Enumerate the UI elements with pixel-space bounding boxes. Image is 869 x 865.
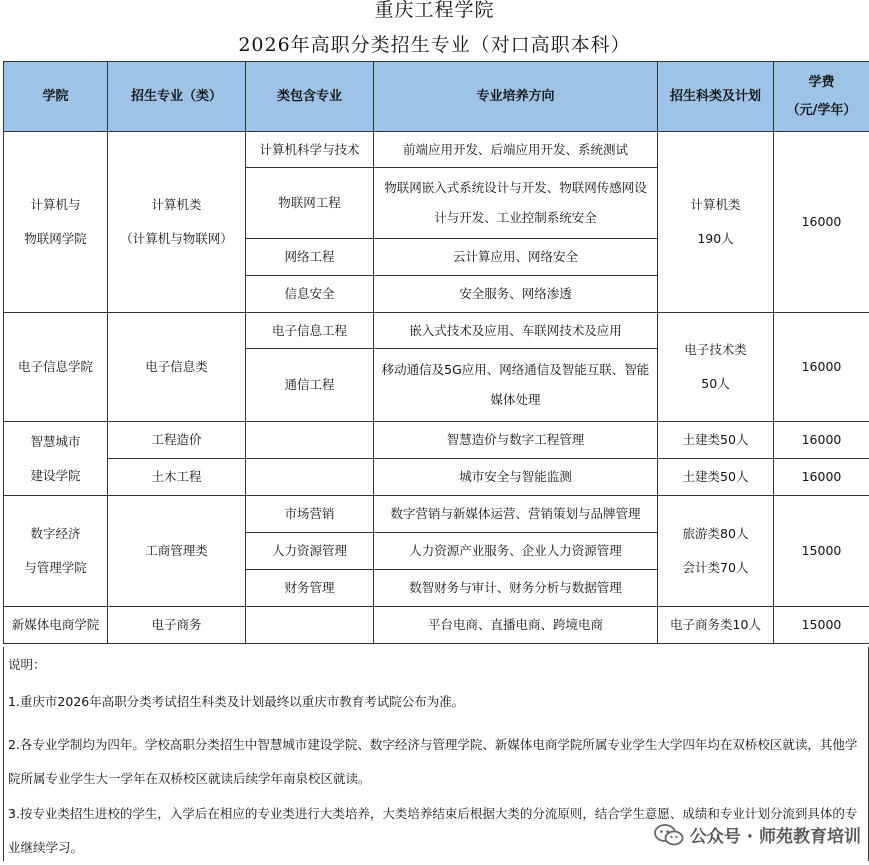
watermark	[654, 822, 861, 847]
plan-cell: 电子商务类10人	[658, 607, 774, 644]
watermark-text: 公众号 · 师苑教育培训	[690, 822, 861, 847]
sub-major-cell: 网络工程	[246, 239, 374, 276]
plan-cell: 土建类50人	[658, 459, 774, 496]
note-item-2: 2.各专业学制均为四年。学校高职分类招生中智慧城市建设学院、数字经济与管理学院、新媒体电商学院所属专业学生大学四年均在双桥校区就读，其他学院所属专业学生大一学年在双桥校区就读后续学年南泉校区就读。	[8, 728, 864, 796]
plan-cell: 旅游类80人 会计类70人	[658, 496, 774, 607]
direction-cell: 平台电商、直播电商、跨境电商	[374, 607, 658, 644]
table-row	[4, 459, 869, 496]
college-cell: 数字经济 与管理学院	[4, 496, 108, 607]
sub-major-cell: 电子信息工程	[246, 313, 374, 349]
sub-major-cell	[246, 459, 374, 496]
plan-cell: 计算机类 190人	[658, 132, 774, 313]
table-row	[4, 422, 869, 459]
sub-major-cell: 通信工程	[246, 349, 374, 422]
table-row	[4, 132, 869, 168]
sub-major-cell: 计算机科学与技术	[246, 132, 374, 168]
direction-cell: 嵌入式技术及应用、车联网技术及应用	[374, 313, 658, 349]
direction-cell: 物联网嵌入式系统设计与开发、物联网传感网设 计与开发、工业控制系统安全	[374, 168, 658, 239]
sub-major-cell: 市场营销	[246, 496, 374, 533]
direction-cell: 安全服务、网络渗透	[374, 276, 658, 313]
sub-major-cell: 财务管理	[246, 570, 374, 607]
direction-cell: 智慧造价与数字工程管理	[374, 422, 658, 459]
table-row	[4, 607, 869, 644]
notes-heading: 说明：	[8, 656, 864, 674]
table-row	[4, 313, 869, 349]
college-cell: 新媒体电商学院	[4, 607, 108, 644]
col-header-direction: 专业培养方向	[374, 62, 658, 132]
sub-major-cell	[246, 607, 374, 644]
col-header-college: 学院	[4, 62, 108, 132]
fee-cell: 15000	[774, 496, 869, 607]
plan-cell: 土建类50人	[658, 422, 774, 459]
fee-cell: 15000	[774, 607, 869, 644]
direction-cell: 数字营销与新媒体运营、营销策划与品牌管理	[374, 496, 658, 533]
note-item-1: 1.重庆市2026年高职分类考试招生科类及计划最终以重庆市教育考试院公布为准。	[8, 693, 864, 711]
direction-cell: 云计算应用、网络安全	[374, 239, 658, 276]
college-cell: 计算机与 物联网学院	[4, 132, 108, 313]
col-header-includes: 类包含专业	[246, 62, 374, 132]
major-cell: 电子信息类	[108, 313, 246, 422]
sub-major-cell: 物联网工程	[246, 168, 374, 239]
major-cell: 土木工程	[108, 459, 246, 496]
table-header-row	[4, 62, 869, 132]
col-header-major: 招生专业（类）	[108, 62, 246, 132]
major-cell: 工商管理类	[108, 496, 246, 607]
wechat-icon	[654, 824, 684, 846]
direction-cell: 人力资源产业服务、企业人力资源管理	[374, 533, 658, 570]
sub-major-cell	[246, 422, 374, 459]
sub-major-cell: 信息安全	[246, 276, 374, 313]
plan-cell: 电子技术类 50人	[658, 313, 774, 422]
direction-cell: 数智财务与审计、财务分析与数据管理	[374, 570, 658, 607]
school-name: 重庆工程学院	[0, 0, 869, 22]
major-cell: 电子商务	[108, 607, 246, 644]
note-item-3: 3.按专业类招生进校的学生，入学后在相应的专业类进行大类培养，大类培养结束后根据大类的分流原则，结合学生意愿、成绩和专业计划分流到具体的专业继续学习。	[8, 797, 864, 865]
sub-major-cell: 人力资源管理	[246, 533, 374, 570]
page-title: 2026年高职分类招生专业（对口高职本科）	[0, 30, 869, 57]
fee-cell: 16000	[774, 313, 869, 422]
direction-cell: 城市安全与智能监测	[374, 459, 658, 496]
college-cell: 智慧城市 建设学院	[4, 422, 108, 496]
col-header-fee: 学费 （元/学年）	[774, 62, 869, 132]
fee-cell: 16000	[774, 132, 869, 313]
col-header-plan: 招生科类及计划	[658, 62, 774, 132]
direction-cell: 移动通信及5G应用、网络通信及智能互联、智能 媒体处理	[374, 349, 658, 422]
admissions-table	[3, 61, 869, 644]
fee-cell: 16000	[774, 422, 869, 459]
table-row	[4, 496, 869, 533]
major-cell: 工程造价	[108, 422, 246, 459]
major-cell: 计算机类 （计算机与物联网）	[108, 132, 246, 313]
college-cell: 电子信息学院	[4, 313, 108, 422]
direction-cell: 前端应用开发、后端应用开发、系统测试	[374, 132, 658, 168]
fee-cell: 16000	[774, 459, 869, 496]
